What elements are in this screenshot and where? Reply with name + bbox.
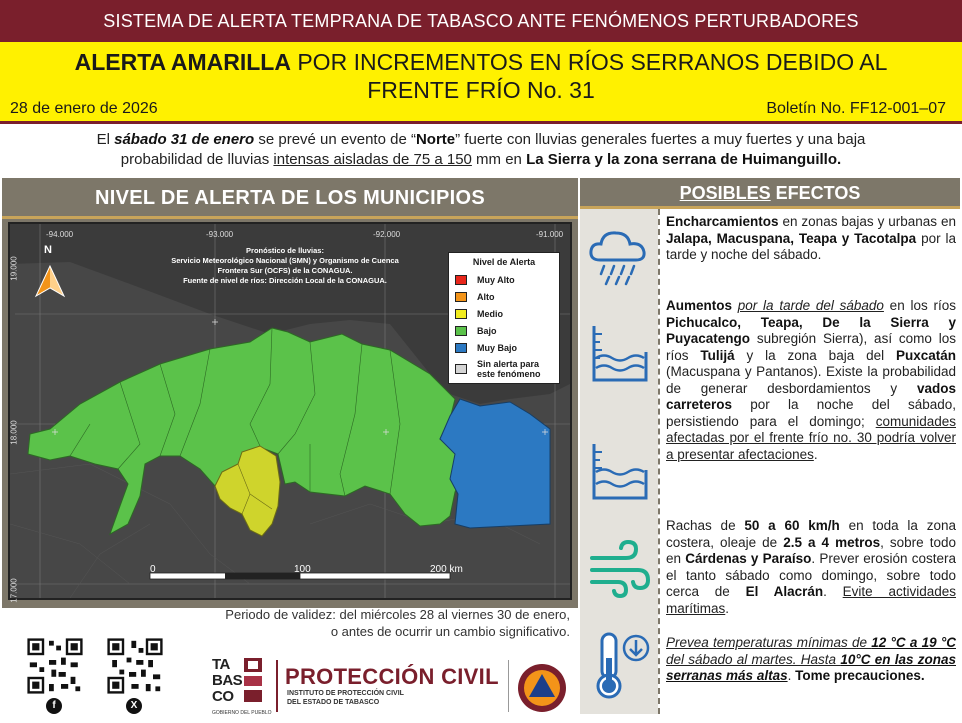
intro-region: La Sierra y la zona serrana de Huimanguillo. [526, 151, 842, 168]
effects-title [580, 178, 960, 208]
effect-aumentos [666, 298, 956, 463]
facebook-icon[interactable]: f [46, 698, 62, 714]
effect-advice: Tome precauciones. [795, 668, 925, 683]
rain-cloud-icon [584, 222, 654, 292]
validity-line: Periodo de validez: del miércoles 28 al viernes 30 de enero, [225, 607, 570, 622]
effect-places: Cárdenas y Paraíso [685, 551, 812, 566]
effect-text: Rachas de [666, 518, 745, 533]
effect-rachas [666, 518, 956, 617]
legend-label: Muy Bajo [477, 342, 518, 353]
scale-label: 200 km [430, 564, 463, 575]
logo-mark-icon [242, 656, 266, 706]
institute-name: INSTITUTO DE PROTECCIÓN CIVIL [287, 690, 404, 697]
logo-text: TA [212, 656, 230, 673]
legend-swatch [455, 326, 467, 336]
institute-name: DEL ESTADO DE TABASCO [287, 699, 380, 706]
legend-swatch [455, 292, 467, 302]
proteccion-civil-seal-icon [516, 662, 568, 714]
tabasco-logo [212, 656, 266, 714]
effects-title-rest: EFECTOS [775, 182, 861, 203]
intro-text: El [96, 131, 115, 148]
intro-date: sábado 31 de enero [114, 131, 255, 148]
legend-label-line: este fenómeno [477, 369, 541, 379]
alert-title [20, 48, 942, 104]
map-credits [150, 246, 420, 286]
intro-paragraph [10, 130, 952, 170]
effect-text: . [823, 584, 843, 599]
effect-temperaturas [666, 635, 956, 685]
effect-text: (Macuspana y Pantanos). Existe la probabilidad de generar desbordamientos y [666, 364, 956, 396]
legend-swatch [455, 364, 467, 374]
effect-text: en los ríos [883, 298, 956, 313]
intro-rain-amount: intensas aisladas de 75 a 150 [273, 151, 472, 168]
legend-swatch [455, 343, 467, 353]
legend-label: Bajo [477, 325, 497, 336]
effect-encharcamientos [666, 214, 956, 264]
credit-line: Servicio Meteorológico Nacional (SMN) y Organismo de Cuenca [171, 256, 399, 265]
legend-title: Nivel de Alerta [472, 257, 536, 267]
effect-places: El Alacrán [745, 584, 824, 599]
map-tick: 18.000 [9, 420, 19, 445]
map-tick: 19.000 [9, 256, 19, 281]
scale-label: 0 [150, 564, 156, 575]
logo-text: BAS [212, 672, 243, 689]
effect-temperature-min: 10°C en las zonas serranas más altas [666, 651, 956, 683]
effect-keyword: vados carreteros [666, 380, 956, 412]
intro-text: se prevé un evento de “ [254, 131, 416, 148]
logo-text: CO [212, 688, 234, 705]
effect-wave-height: 2.5 a 4 metros [783, 534, 881, 550]
effect-text: en toda la zona costera, oleaje de [666, 518, 956, 550]
legend-swatch [455, 309, 467, 319]
banner-text: SISTEMA DE ALERTA TEMPRANA DE TABASCO ANTE FENÓMENOS PERTURBADORES [103, 10, 859, 31]
effect-text: en zonas bajas y urbanas en [778, 214, 956, 229]
footer [0, 630, 580, 723]
alert-header [0, 42, 962, 124]
effect-river: Puxcatán [895, 347, 956, 363]
alert-date: 28 de enero de 2026 [10, 100, 158, 117]
north-arrow: N [44, 244, 52, 256]
flood-level-icon [584, 436, 654, 506]
map-tick: -94.000 [46, 230, 74, 239]
legend-item [455, 356, 553, 382]
effect-text: subregión Sierra), así como los ríos [666, 331, 956, 363]
map-tick: -92.000 [373, 230, 401, 239]
credit-line: Pronóstico de lluvias: [246, 246, 324, 255]
alert-level: ALERTA AMARILLA [74, 49, 291, 75]
alert-title-rest: POR INCREMENTOS EN RÍOS SERRANOS DEBIDO AL [290, 49, 888, 75]
effect-places: Jalapa, Macuspana, Teapa y Tacotalpa [666, 230, 917, 246]
validity-line: o antes de ocurrir un cambio significativo. [330, 624, 570, 639]
intro-norte: Norte [415, 131, 456, 148]
effect-rivers: Pichucalco, Teapa, De la Sierra y Puyacatengo [666, 314, 956, 346]
qr-code-facebook[interactable] [24, 636, 86, 696]
divider [508, 660, 509, 712]
top-banner [0, 0, 962, 42]
bulletin-number: Boletín No. FF12-001–07 [766, 100, 946, 117]
effect-text: del sábado al martes. Hasta [666, 651, 841, 667]
legend-label: Alto [477, 291, 495, 302]
legend-item [455, 322, 553, 339]
effect-text: por la tarde y noche del sábado. [666, 230, 956, 262]
effect-communities: comunidades afectadas por el frente frío no. 30 podría volver a presentar afectaciones [666, 413, 956, 462]
legend-item [455, 339, 553, 356]
region-muy-bajo [440, 399, 550, 528]
legend-item [455, 305, 553, 322]
effect-text: . [813, 446, 818, 462]
legend-item [455, 288, 553, 305]
credit-line: Fuente de nivel de ríos: Dirección Local de la CONAGUA. [183, 276, 387, 285]
map-tick: 17.000 [9, 578, 19, 603]
effect-text: , sobre todo en [666, 534, 956, 566]
intro-text: probabilidad de lluvias [120, 151, 274, 168]
map-legend [448, 252, 560, 384]
map-tick: -91.000 [536, 230, 564, 239]
divider [276, 660, 278, 712]
qr-code-x[interactable] [104, 636, 166, 696]
effect-wind-speed: 50 a 60 km/h [744, 518, 840, 533]
legend-item [455, 271, 553, 288]
effects-panel [580, 178, 962, 714]
gobierno-text: GOBIERNO DEL PUEBLO [212, 710, 272, 716]
alert-map [8, 222, 572, 603]
effect-advice: Evite actividades marítimas [666, 584, 956, 616]
effect-keyword: Encharcamientos [666, 214, 779, 229]
legend-label: Muy Alto [477, 274, 515, 285]
effect-text: por la noche del sábado, persistiendo para el domingo; [666, 397, 956, 429]
thermometer-icon [584, 630, 654, 700]
legend-swatch [455, 275, 467, 285]
effect-text: . Prever erosión costera el tanto sábado como domingo, sobre todo cerca de [666, 551, 956, 599]
legend-label [477, 359, 541, 379]
legend-label-line: Sin alerta para [477, 359, 540, 369]
legend-label: Medio [477, 308, 503, 319]
effect-text: Prevea temperaturas mínimas de [666, 635, 872, 650]
effect-text: . [787, 668, 796, 683]
river-level-icon [584, 318, 654, 388]
alert-title-line2: FRENTE FRÍO No. 31 [367, 77, 595, 103]
effects-title-underlined: POSIBLES [679, 182, 771, 203]
proteccion-civil-title: PROTECCIÓN CIVIL [285, 664, 499, 689]
effect-river: Tulijá [700, 347, 735, 363]
effect-text: . [725, 600, 730, 616]
credit-line: Frontera Sur (OCFS) de la CONAGUA. [217, 266, 353, 275]
intro-text: ” fuerte con lluvias generales fuertes a muy fuertes y una baja [455, 131, 866, 148]
effect-keyword: Aumentos [666, 298, 733, 313]
map-panel-title: NIVEL DE ALERTA DE LOS MUNICIPIOS [2, 178, 578, 218]
effect-temperature-range: 12 °C a 19 °C [871, 635, 956, 650]
wind-icon [584, 534, 654, 604]
intro-text: mm en [471, 151, 527, 168]
effect-timing: por la tarde del sábado [737, 298, 884, 313]
map-tick: -93.000 [206, 230, 234, 239]
effect-text: y la zona baja del [734, 347, 896, 363]
x-icon[interactable]: X [126, 698, 142, 714]
title-underline [2, 216, 578, 219]
scale-label: 100 [294, 564, 311, 575]
